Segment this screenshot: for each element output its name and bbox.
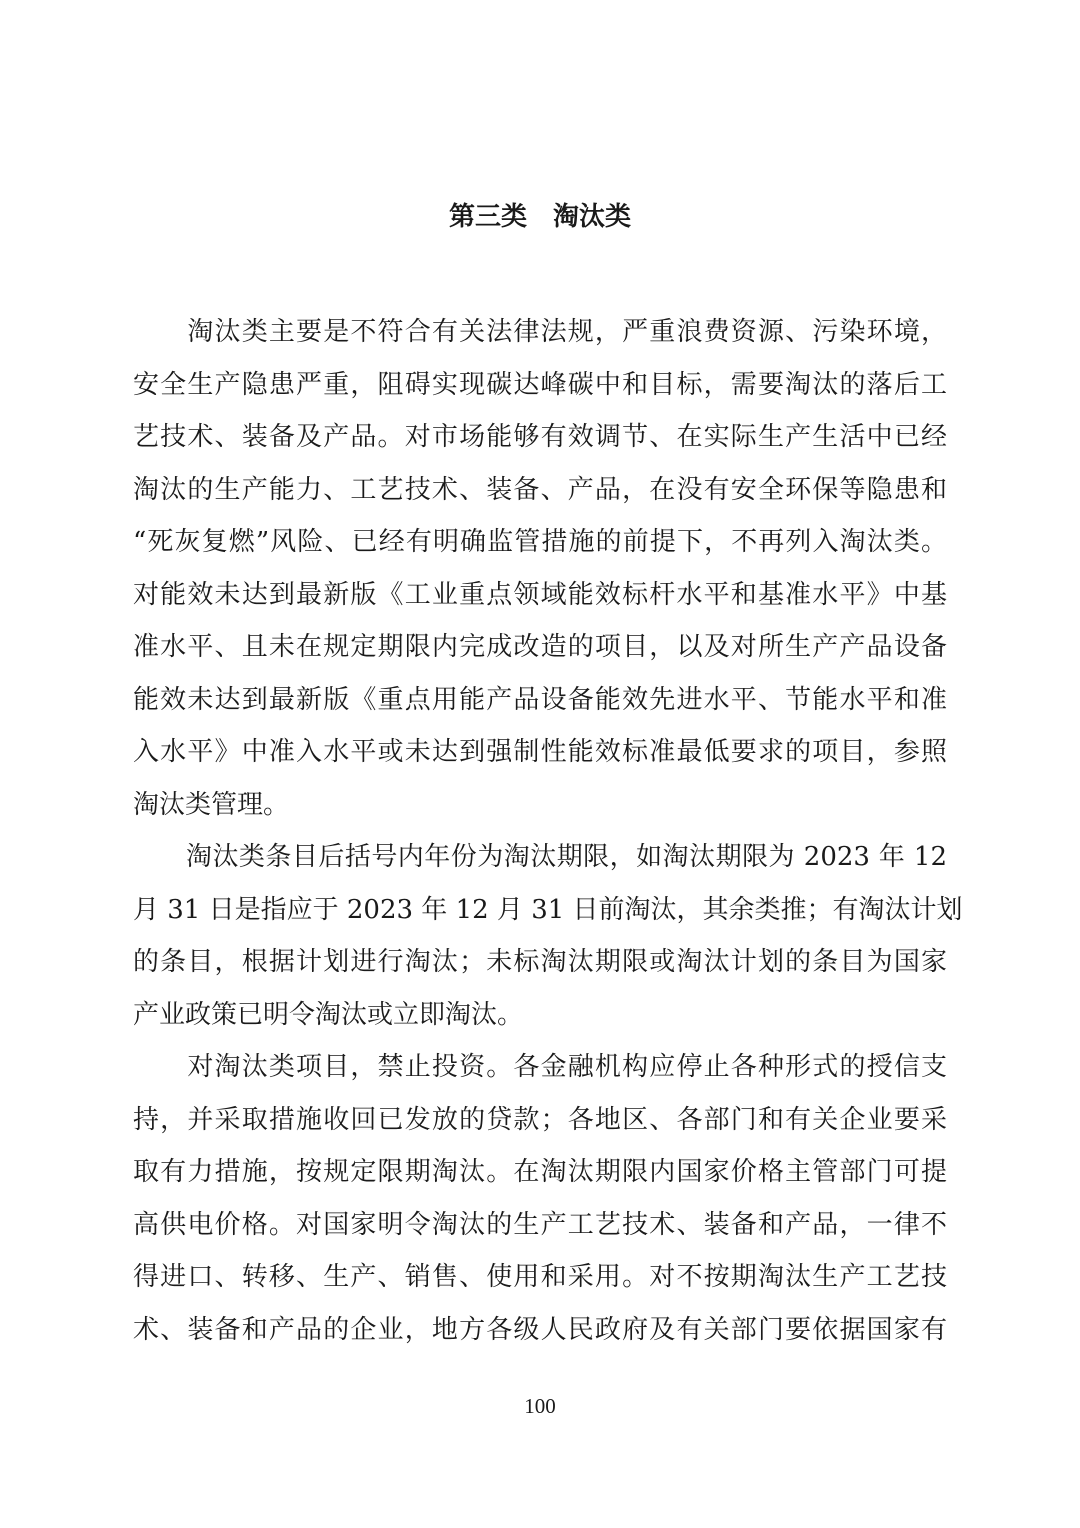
text-line: 对淘汰类项目，禁止投资。各金融机构应停止各种形式的授信支 xyxy=(133,1052,947,1082)
text-line: 高供电价格。对国家明令淘汰的生产工艺技术、装备和产品，一律不 xyxy=(133,1209,947,1240)
text-line: 月 31 日是指应于 2023 年 12 月 31 日前淘汰，其余类推；有淘汰计划 xyxy=(133,894,963,925)
text-line: 持，并采取措施收回已发放的贷款；各地区、各部门和有关企业要采 xyxy=(133,1104,947,1135)
text-line: “死灰复燃”风险、已经有明确监管措施的前提下，不再列入淘汰类。 xyxy=(133,527,947,557)
body-text xyxy=(133,306,963,1356)
text-line: 得进口、转移、生产、销售、使用和采用。对不按期淘汰生产工艺技 xyxy=(133,1262,947,1292)
text-line: 艺技术、装备及产品。对市场能够有效调节、在实际生产生活中已经 xyxy=(133,422,947,452)
page-number: 100 xyxy=(524,1394,556,1418)
text-line: 淘汰类主要是不符合有关法律法规，严重浪费资源、污染环境， xyxy=(133,317,947,347)
text-line: 术、装备和产品的企业，地方各级人民政府及有关部门要依据国家有 xyxy=(133,1314,947,1345)
text-line: 入水平》中准入水平或未达到强制性能效标准最低要求的项目，参照 xyxy=(133,737,947,767)
text-line: 的条目，根据计划进行淘汰；未标淘汰期限或淘汰计划的条目为国家 xyxy=(133,947,947,977)
paragraph-2 xyxy=(133,831,963,1041)
text-line: 取有力措施，按规定限期淘汰。在淘汰期限内国家价格主管部门可提 xyxy=(133,1157,947,1187)
text-line: 安全生产隐患严重，阻碍实现碳达峰碳中和目标，需要淘汰的落后工 xyxy=(133,369,947,400)
paragraph-1 xyxy=(133,306,947,831)
text-line: 淘汰类管理。 xyxy=(133,789,290,820)
text-line: 能效未达到最新版《重点用能产品设备能效先进水平、节能水平和准 xyxy=(133,684,947,715)
text-line: 产业政策已明令淘汰或立即淘汰。 xyxy=(133,999,524,1030)
text-line: 淘汰类条目后括号内年份为淘汰期限，如淘汰期限为 2023 年 12 xyxy=(133,842,947,872)
paragraph-3 xyxy=(133,1041,947,1356)
text-line: 准水平、且未在规定期限内完成改造的项目，以及对所生产产品设备 xyxy=(133,632,947,662)
section-heading: 第三类 淘汰类 xyxy=(448,202,631,232)
text-line: 对能效未达到最新版《工业重点领域能效标杆水平和基准水平》中基 xyxy=(133,579,947,610)
text-line: 淘汰的生产能力、工艺技术、装备、产品，在没有安全环保等隐患和 xyxy=(133,474,947,505)
